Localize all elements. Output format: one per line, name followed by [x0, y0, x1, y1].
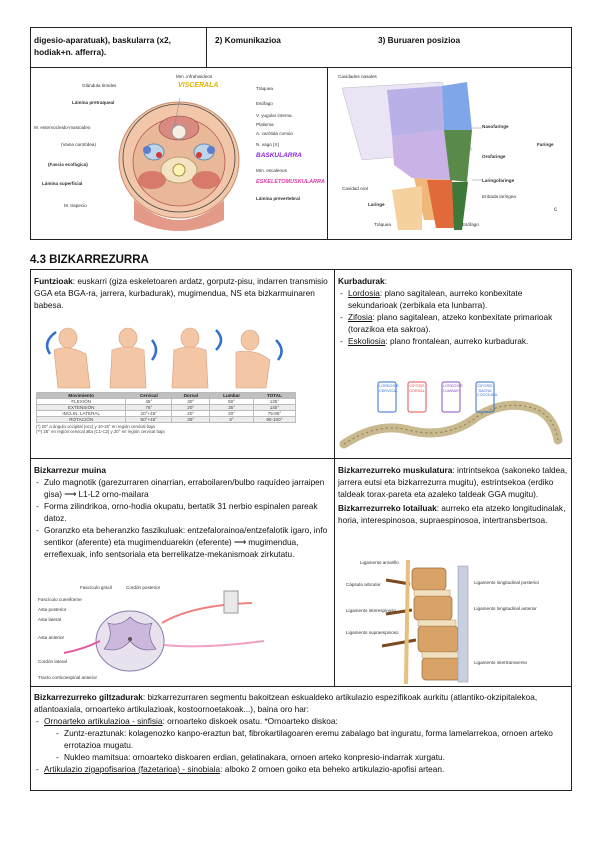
- rom-cell: FLEXIÓN: [37, 399, 126, 405]
- rom-cell: 20°: [172, 405, 210, 411]
- ligament-label-3: Ligamento supraespinoso: [346, 630, 399, 635]
- pharynx-label-0: Cavidades nasales: [338, 74, 377, 79]
- sinfisia-text: : ornoarteko diskoek osatu. *Ornoarteko diskoa:: [162, 716, 338, 726]
- list-item: - Goranzko eta beheranzko faszikuluak: entzefalorainoa/entzefalotik igaro, info sentikor (aferente) eta mugimenduarekin (eferente) ⟶ mugimendua, erreflexuak, info sentsoriala eta berrelikatze-mekanismoak zirkutatu.: [34, 524, 330, 560]
- top-col3-heading: 3) Buruaren posizioa: [378, 35, 461, 45]
- rom-note-2: (**) 25° en región cervical alta (C1-C2) y 20° en región cervical baja: [36, 429, 165, 434]
- list-item: [338, 335, 568, 347]
- list-item: - Zuntz-eraztunak: kolagenozko kanpo-eraztun bat, fibrokartilagoaren eremu zabalago bat inguratu, forma lamelarrekoa, ornoen arteko errotazioa mugatu.: [54, 727, 568, 751]
- grid-row-divider-2: [30, 686, 572, 687]
- rom-cell: 45°: [126, 399, 172, 405]
- section-title: 4.3 BIZKARREZURRA: [30, 254, 149, 266]
- ligaments-drawing: [346, 560, 568, 684]
- neck-label-right-5: A. carótida común: [256, 131, 294, 136]
- neck-label-left-2: M. esternocleido-mastoideo: [34, 125, 91, 130]
- rom-cell: 140°: [253, 405, 295, 411]
- rom-cell: 35°: [210, 405, 254, 411]
- top-col1-text: digesio-aparatuak), baskularra (x2, hodiak+n. afferra).: [34, 35, 171, 57]
- cord-label-5: Asta anterior: [38, 635, 65, 640]
- top-col-divider-1: [206, 27, 207, 68]
- spine-figure: [338, 378, 570, 456]
- spine-tag-3: CIFOSIS SACRA COCCÍGEA: [477, 384, 498, 397]
- rom-cell: 90-100°: [253, 417, 295, 423]
- handwritten-baskularra: BASKULARRA: [256, 152, 302, 159]
- list-item: [338, 311, 568, 335]
- pharynx-label-10: c: [554, 207, 557, 213]
- neck-label-left-6: M. trapecio: [64, 203, 87, 208]
- cord-label-6: Cordón lateral: [38, 659, 67, 664]
- rom-header-cell: Dorsal: [172, 393, 210, 399]
- rom-header-cell: TOTAL: [253, 393, 295, 399]
- cord-label-4: Asta lateral: [38, 617, 61, 622]
- pharynx-label-9: Esófago: [462, 222, 479, 227]
- neck-label-right-7: Mm. escalenos: [256, 168, 287, 173]
- handwritten-viscerala: VISCERALA: [178, 82, 219, 89]
- cord-label-2: Fascículo cuneiforme: [38, 597, 82, 602]
- kurbadurak-block: Kurbadurak: - Lordosia: plano sagitalean, aurreko konbexitate sekundarioak (zerbikala eta lunbarra). - Zifosia: plano sagitalean, atzeko konbexitate primarioak (torazikoa eta sakroa). - Eskoliosia: plano frontalean, aurreko kurbadurak.: [338, 275, 568, 347]
- neck-label-right-3: V. yugular interna: [256, 113, 292, 118]
- rom-cell: INCLIN. LATERAL: [37, 411, 126, 417]
- ligament-label-0: Ligamento amarillo: [360, 560, 399, 565]
- pharynx-figure: [332, 70, 570, 238]
- giltzadurak-paragraph: [34, 691, 568, 715]
- cord-label-3: Asta posterior: [38, 607, 67, 612]
- posture-figure: [40, 320, 290, 392]
- kurbadura-term: Zifosia: [348, 312, 373, 322]
- neck-label-left-1: Lámina pretraqueal: [72, 100, 115, 105]
- spinal-cord-figure: [34, 583, 304, 683]
- muskulatura-text: : intrintsekoa (sakoneko taldea, jarrera eutsi eta bizkarrezurra mugitu), estrintsekoa (erdiko taldeak torax-pareta eta azaleko taldeak GGA mugitu).: [338, 465, 568, 499]
- pharynx-label-1: Nasofaringe: [482, 124, 509, 129]
- pharynx-label-3: Orofaringe: [482, 154, 506, 159]
- zigapofisarioa-text: : alboko 2 ornoen goiko eta beheko artikulazio-apofisi artean.: [220, 764, 445, 774]
- rom-cell: 20°+45°: [126, 411, 172, 417]
- neck-label-right-1: Tráquea: [256, 86, 273, 91]
- handwritten-eskeletomuskularra: ESKELETOMUSKULARRA: [256, 179, 325, 185]
- funtzioak-label: Funtzioak: [34, 276, 73, 286]
- table-row: [37, 417, 296, 423]
- spine-tag-0: LORDOSIS CERVICAL: [379, 384, 399, 393]
- list-item: [338, 287, 568, 311]
- sinfisia-term: Ornoarteko artikulazioa - sinfisia: [44, 716, 163, 726]
- spine-tag-1: CIFOSIS DORSAL: [409, 384, 425, 393]
- cord-label-1: Cordón posterior: [126, 585, 161, 590]
- ligament-label-5: Ligamento longitudinal anterior: [474, 606, 537, 611]
- neck-label-right-8: Lámina prevertebral: [256, 196, 300, 201]
- ligament-label-6: Ligamento intertransverso: [474, 660, 528, 665]
- rom-cell: 35°: [172, 417, 210, 423]
- lotailuak-paragraph: [338, 502, 568, 526]
- list-item: - Forma zilindrikoa, orno-hodia okupatu, bertatik 31 nerbio espinalen pareak datoz.: [34, 500, 330, 524]
- rom-cell: ROTACIÓN: [37, 417, 126, 423]
- neck-label-left-0: Glándula tiroides: [82, 83, 117, 88]
- muina-block: [34, 464, 330, 560]
- list-item: [34, 763, 568, 775]
- cord-label-0: Fascículo grácil: [80, 585, 112, 590]
- ligament-label-2: Ligamento interespinoso: [346, 608, 397, 613]
- zigapofisarioa-term: Artikulazio zigapofisarioa (fazetarioa) - sinobiala: [44, 764, 221, 774]
- top-row-divider: [30, 67, 572, 68]
- rom-cell: 20°: [210, 411, 254, 417]
- kurbadura-term: Lordosia: [348, 288, 380, 298]
- grid-row-divider-1: [30, 458, 572, 459]
- muskulatura-block: [338, 464, 568, 526]
- neck-cross-section-figure: [34, 70, 324, 238]
- lotailuak-label: Bizkarrezurreko lotailuak: [338, 503, 437, 513]
- rom-cell: 30°: [172, 399, 210, 405]
- kurbadura-text: : plano sagitalean, aurreko konbexitate sekundarioak (zerbikala eta lunbarra).: [348, 288, 523, 310]
- giltzadurak-label: Bizkarrezurreko giltzadurak: [34, 692, 143, 702]
- cord-label-7: Tracto corticoespinal anterior: [38, 675, 98, 680]
- giltzadurak-text: : bizkarrezurraren segmentu bakoitzean eskualdeko artikulazio espezifikoak aurkitu (atlantiko-okzipitalekoa, atlantoaxiala, ornoarteko artikulazioak, kostoornoetakoak...), baina oro har:: [34, 692, 538, 714]
- rom-cell: 50°+45°: [126, 417, 172, 423]
- rom-header-cell: Movimiento: [37, 393, 126, 399]
- neck-label-right-6: N. vago [X]: [256, 142, 279, 147]
- rom-table-wrap: [36, 392, 296, 434]
- list-item: - Nukleo mamitsua: ornoarteko diskoaren erdian, gelatinakara, ornoen arteko konpresio-indarrak xurgatu.: [54, 751, 568, 763]
- muskulatura-label: Bizkarrezurreko muskulatura: [338, 465, 453, 475]
- ligament-label-1: Cápsula articular: [346, 582, 381, 587]
- pharynx-label-6: Entrada laríngea: [482, 194, 516, 199]
- pharynx-label-2: Faringe: [537, 142, 554, 147]
- kurbadura-term: Eskoliosia: [348, 336, 386, 346]
- funtzioak-text: : euskarri (giza eskeletoaren ardatz, gorputz-pisu, indarren transmisio GGA eta BGA-ra, jarrera, kurbadurak), mugimendua, NS eta bizkarmuinaren babesa.: [34, 276, 328, 310]
- kurbadurak-label: Kurbadurak: [338, 276, 385, 286]
- rom-cell: 75-85°: [253, 411, 295, 417]
- rom-cell: 5°: [210, 417, 254, 423]
- pharynx-label-7: Laringe: [368, 202, 385, 207]
- rom-header-cell: Cervical: [126, 393, 172, 399]
- kurbadura-text: : plano sagitalean, atzeko konbexitate primarioak (torazikoa eta sakroa).: [348, 312, 553, 334]
- pharynx-drawing: [332, 70, 570, 238]
- list-item: [34, 715, 568, 763]
- muina-title: Bizkarrezur muina: [34, 465, 106, 475]
- neck-label-left-5: Lámina superficial: [42, 181, 83, 186]
- neck-label-left-4: (Fascia ecofágica): [48, 162, 88, 167]
- grid-col-divider: [334, 269, 335, 687]
- funtzioak-paragraph: [34, 275, 330, 311]
- lotailuak-text: : aurreko eta atzeko longitudinalak, horia, interespinosoa, supraespinosoa, intertransbertsoa.: [338, 503, 566, 525]
- ligaments-figure: [346, 560, 568, 684]
- pharynx-label-4: Cavidad oral: [342, 186, 368, 191]
- spine-tag-2: LORDOSIS LUMBAR: [443, 384, 463, 393]
- muskulatura-paragraph: [338, 464, 568, 500]
- neck-label-right-0: Mm. infrahioideos: [176, 74, 213, 79]
- pharynx-label-8: Tráquea: [374, 222, 391, 227]
- neck-label-right-4: Platisma: [256, 122, 274, 127]
- rom-cell: 60°: [210, 399, 254, 405]
- rom-header-cell: Lumbar: [210, 393, 254, 399]
- posture-drawing: [40, 320, 290, 392]
- rom-cell: 135°: [253, 399, 295, 405]
- rom-note-1: (*) 20° a ángulo occipital (occ) y 10-15° en región cervical baja: [36, 424, 155, 429]
- rom-cell: 75°: [126, 405, 172, 411]
- ligament-label-4: Ligamento longitudinal posterior: [474, 580, 540, 585]
- giltzadurak-block: [34, 691, 568, 775]
- neck-label-right-2: Esófago: [256, 101, 273, 106]
- list-item: - Zulo magnotik (garezurraren oinarrian, erraboilaren/bulbo raquídeo jarraipen gisa) ⟶ L1-L2 orno-mailara: [34, 476, 330, 500]
- top-col2-heading: 2) Komunikazioa: [215, 35, 281, 45]
- rom-cell: 20°: [172, 411, 210, 417]
- pharynx-label-5: Laringofaringe: [482, 178, 515, 183]
- neck-label-left-3: (Vaina carotídea): [61, 142, 96, 147]
- rom-cell: EXTENSIÓN: [37, 405, 126, 411]
- rom-table: [36, 392, 296, 423]
- kurbadura-text: : plano frontalean, aurreko kurbadurak.: [385, 336, 529, 346]
- top-col-divider-2: [327, 68, 328, 240]
